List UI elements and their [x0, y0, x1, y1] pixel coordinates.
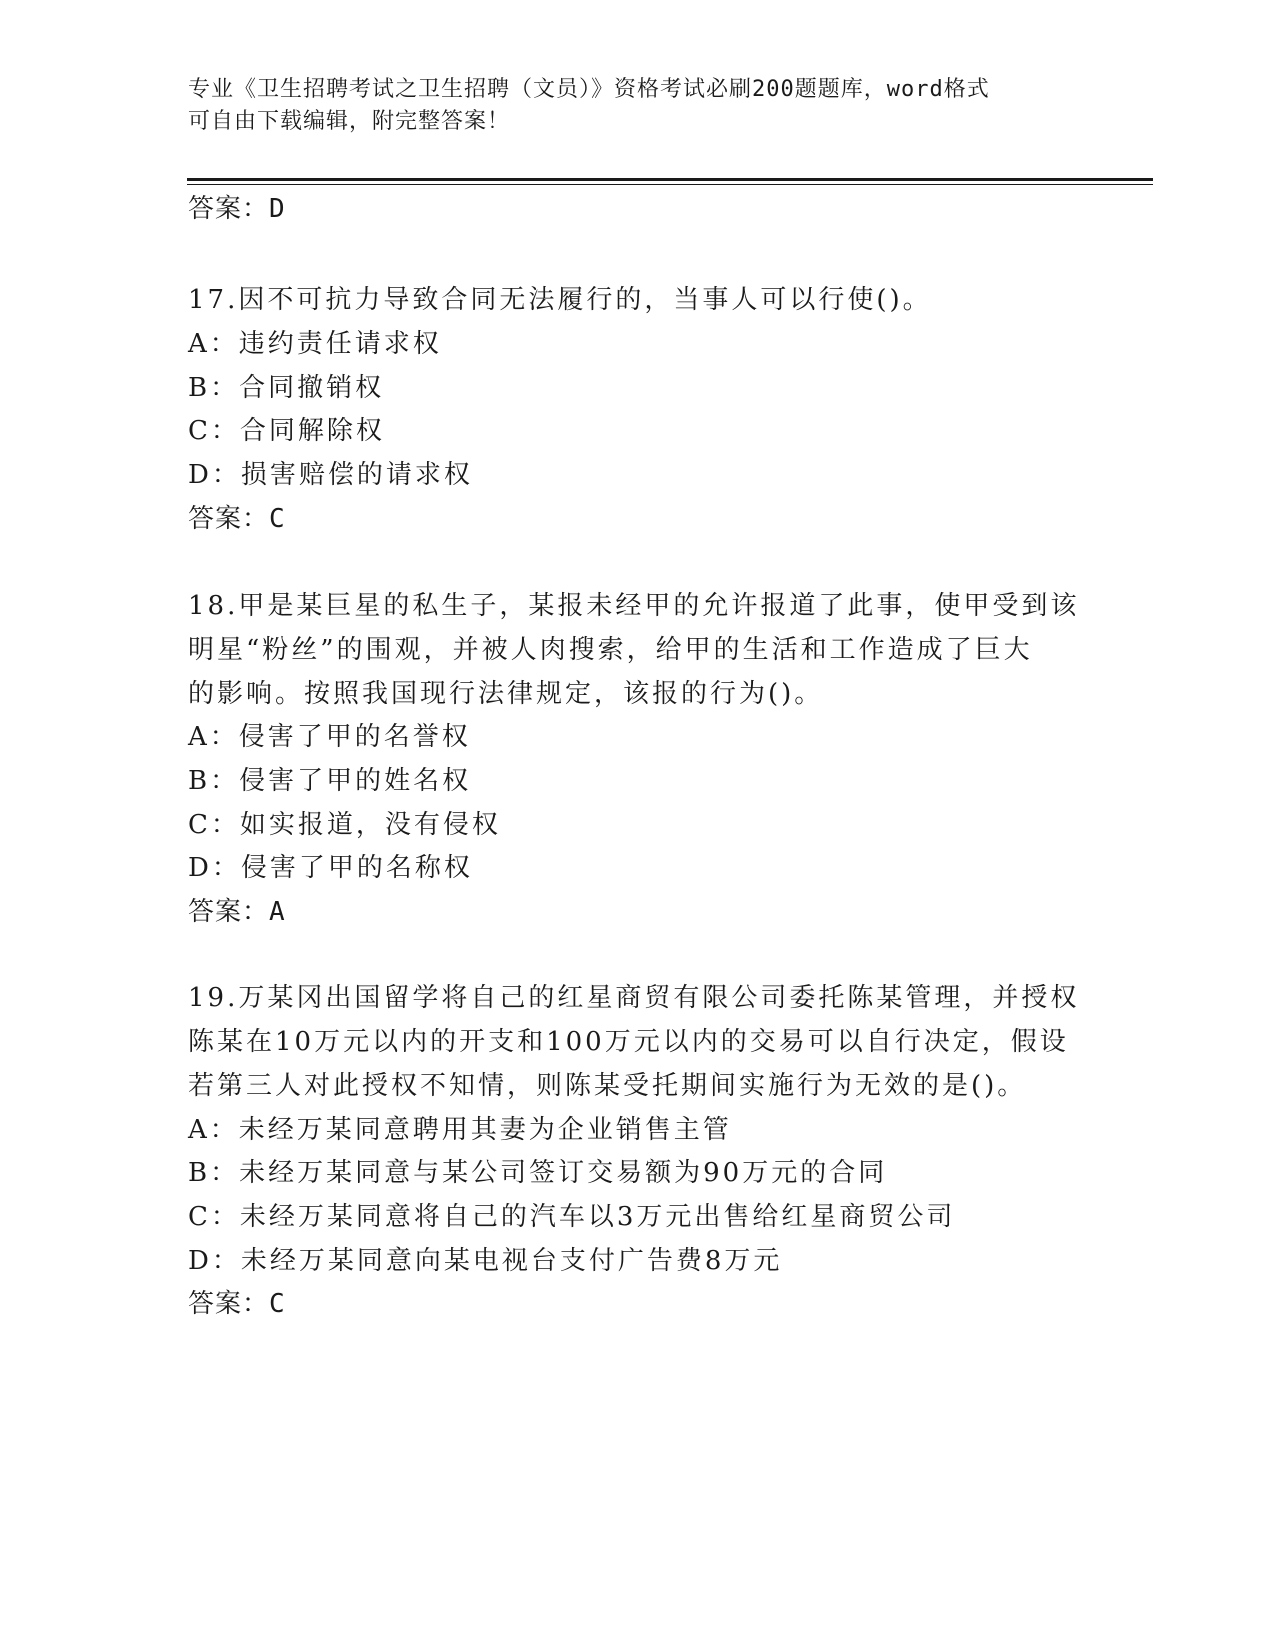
q19-option-b: B：未经万某同意与某公司签订交易额为90万元的合同	[188, 1158, 888, 1188]
q19-stem-line-2: 陈某在10万元以内的开支和100万元以内的交易可以自行决定，假设	[188, 1027, 1069, 1057]
q18-option-d: D：侵害了甲的名称权	[188, 853, 473, 883]
q19-option-c: C：未经万某同意将自己的汽车以3万元出售给红星商贸公司	[188, 1202, 956, 1232]
header-rule-thick	[187, 178, 1153, 181]
header-rule-thin	[187, 184, 1153, 185]
q19-answer: 答案：C	[188, 1289, 286, 1319]
q17-option-d: D：损害赔偿的请求权	[188, 460, 473, 490]
q17-answer: 答案：C	[188, 504, 286, 534]
q18-option-a: A：侵害了甲的名誉权	[188, 722, 471, 752]
q19-stem-line-3: 若第三人对此授权不知情，则陈某受托期间实施行为无效的是()。	[188, 1071, 1027, 1101]
q18-stem-line-3: 的影响。按照我国现行法律规定，该报的行为()。	[188, 679, 824, 709]
q18-option-b: B：侵害了甲的姓名权	[188, 766, 472, 796]
q19-option-a: A：未经万某同意聘用其妻为企业销售主管	[188, 1115, 732, 1145]
q17-option-a: A：违约责任请求权	[188, 329, 442, 359]
header-line-1: 专业《卫生招聘考试之卫生招聘（文员）》资格考试必刷200题题库，word格式	[188, 77, 990, 102]
q19-option-d: D：未经万某同意向某电视台支付广告费8万元	[188, 1246, 783, 1276]
q19-stem-line-1: 19.万某冈出国留学将自己的红星商贸有限公司委托陈某管理，并授权	[188, 983, 1080, 1013]
q18-answer: 答案：A	[188, 897, 286, 927]
q18-stem-line-1: 18.甲是某巨星的私生子，某报未经甲的允许报道了此事，使甲受到该	[188, 591, 1080, 621]
q18-option-c: C：如实报道，没有侵权	[188, 810, 501, 840]
q17-option-c: C：合同解除权	[188, 416, 385, 446]
prev-answer: 答案：D	[188, 194, 286, 224]
q17-stem-line-1: 17.因不可抗力导致合同无法履行的，当事人可以行使()。	[188, 285, 932, 315]
document-header	[188, 74, 1088, 138]
q17-option-b: B：合同撤销权	[188, 373, 385, 403]
q18-stem-line-2: 明星“粉丝”的围观，并被人肉搜索，给甲的生活和工作造成了巨大	[188, 635, 1033, 665]
header-line-2: 可自由下载编辑，附完整答案！	[188, 109, 511, 134]
